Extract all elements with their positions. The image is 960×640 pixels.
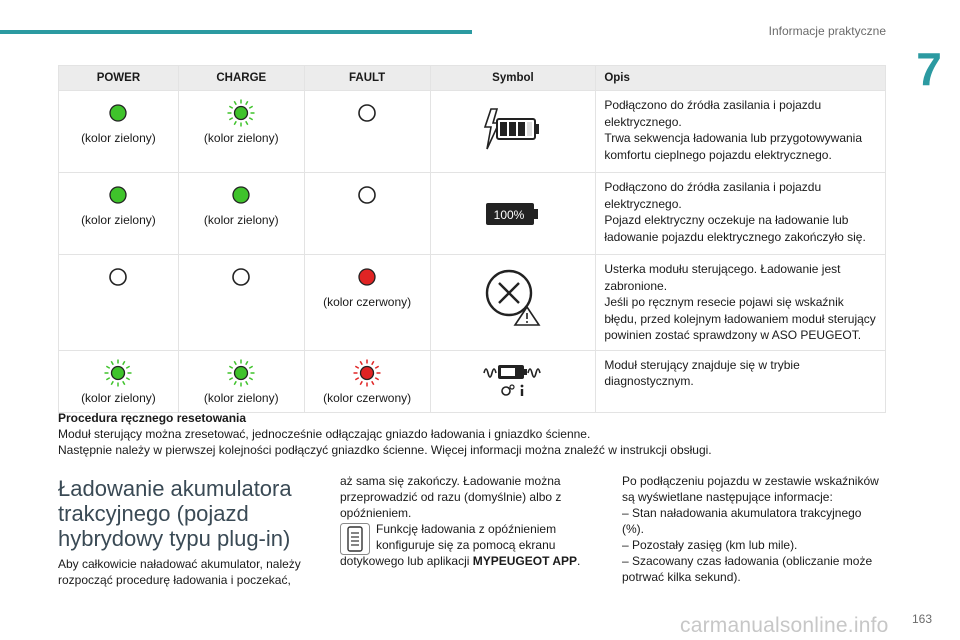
description-line: Usterka modułu sterującego. Ładowanie jest: [604, 262, 841, 276]
column-1-text: [58, 556, 308, 588]
delayed-charge-note: [340, 521, 590, 553]
description-line: Jeśli po ręcznym resecie pojawi się wskaźnik: [604, 295, 844, 309]
table-row: [59, 350, 886, 412]
description-line: diagnostycznym.: [604, 374, 694, 388]
symbol-cell: [430, 350, 596, 412]
description-line: ładowanie pojazdu elektrycznego zakończyło się.: [604, 229, 866, 244]
led-color-label: (kolor zielony): [203, 213, 279, 227]
text-line: [340, 553, 590, 569]
text-line: (%).: [622, 522, 644, 536]
header-charge: CHARGE: [178, 66, 304, 91]
section-heading-line: Ładowanie akumulatora: [58, 476, 292, 501]
reset-procedure-line: Następnie należy w pierwszej kolejności podłączyć gniazdko ścienne. Więcej informacji można znaleźć w instrukcji obsługi.: [58, 443, 712, 457]
led-indicator-icon: [104, 359, 132, 387]
description-line: Podłączono do źródła zasilania i pojazdu: [604, 98, 822, 112]
section-heading-line: trakcyjnego (pojazd: [58, 501, 249, 526]
column-2-text: [340, 473, 590, 569]
header-fault: FAULT: [304, 66, 430, 91]
led-indicator-icon: [227, 263, 255, 291]
led-color-label: (kolor zielony): [81, 131, 156, 145]
smartphone-app-icon: [340, 523, 370, 555]
description-cell: [596, 350, 886, 412]
table-row: [59, 91, 886, 173]
power-led-cell: [59, 91, 179, 173]
list-item: – Stan naładowania akumulatora trakcyjnego: [622, 506, 862, 520]
header-symbol: Symbol: [430, 66, 596, 91]
charge-led-cell: [178, 350, 304, 412]
text-line: są wyświetlane następujące informacje:: [622, 490, 833, 504]
charge-led-cell: [178, 91, 304, 173]
text-line: opóźnieniem.: [340, 506, 412, 520]
text-line: potrwać kilka sekund).: [622, 570, 741, 584]
header-power: POWER: [59, 66, 179, 91]
fault-led-cell: [304, 255, 430, 351]
text-line: Po podłączeniu pojazdu w zestawie wskaźników: [622, 474, 879, 488]
led-color-label: (kolor zielony): [203, 390, 279, 405]
description-cell: [596, 91, 886, 173]
led-status-table: [58, 65, 886, 413]
description-cell: [596, 255, 886, 351]
description-line: Pojazd elektryczny oczekuje na ładowanie lub: [604, 213, 849, 227]
table-row: [59, 255, 886, 351]
list-item: – Szacowany czas ładowania (obliczanie może: [622, 554, 873, 568]
reset-procedure: [58, 410, 898, 458]
diagnostic-mode-icon: [482, 359, 544, 399]
led-color-label: (kolor zielony): [81, 390, 156, 405]
led-color-label: (kolor czerwony): [323, 295, 412, 309]
text-line: Aby całkowicie naładować akumulator, należy: [58, 557, 301, 571]
description-line: Trwa sekwencja ładowania lub przygotowywania: [604, 131, 863, 145]
text-fragment: dotykowego lub aplikacji: [340, 554, 473, 568]
text-line: Funkcję ładowania z opóźnieniem: [376, 522, 557, 536]
column-3-text: [622, 473, 892, 585]
battery-percent-label: 100%: [493, 208, 525, 222]
led-indicator-icon: [104, 181, 132, 209]
led-indicator-icon: [353, 99, 381, 127]
text-line: konfiguruje się za pomocą ekranu: [376, 538, 556, 552]
reset-procedure-line: Moduł sterujący można zresetować, jednocześnie odłączając gniazdo ładowania i gniazdko ścienne.: [58, 427, 591, 441]
text-fragment: .: [577, 554, 581, 568]
power-led-cell: [59, 255, 179, 351]
chapter-number: 7: [898, 42, 960, 96]
led-color-label: (kolor zielony): [203, 131, 279, 145]
text-line: aż sama się zakończy. Ładowanie można: [340, 474, 561, 488]
power-led-cell: [59, 173, 179, 255]
list-item: – Pozostały zasięg (km lub mile).: [622, 538, 798, 552]
symbol-cell: [430, 255, 596, 351]
table-header-row: [59, 66, 886, 91]
battery-charging-icon: [481, 105, 545, 155]
description-line: elektrycznego.: [604, 196, 682, 211]
charge-led-cell: [178, 255, 304, 351]
led-indicator-icon: [353, 359, 381, 387]
table-row: [59, 173, 886, 255]
symbol-cell: [430, 173, 596, 255]
app-name: MYPEUGEOT APP: [472, 554, 577, 568]
led-indicator-icon: [227, 181, 255, 209]
led-indicator-icon: [104, 263, 132, 291]
text-line: rozpocząć procedurę ładowania i poczekać,: [58, 573, 291, 587]
fault-led-cell: [304, 173, 430, 255]
led-color-label: (kolor czerwony): [323, 390, 412, 405]
charge-led-cell: [178, 173, 304, 255]
description-line: elektrycznego.: [604, 114, 682, 129]
led-indicator-icon: [353, 263, 381, 291]
battery-full-icon: [484, 199, 542, 229]
led-indicator-icon: [104, 99, 132, 127]
description-line: Moduł sterujący znajduje się w trybie: [604, 357, 800, 372]
header-opis: Opis: [596, 66, 886, 91]
description-line: komfortu cieplnego pojazdu elektrycznego.: [604, 147, 832, 162]
section-heading: [58, 476, 308, 551]
led-color-label: (kolor zielony): [81, 213, 156, 227]
led-indicator-icon: [227, 99, 255, 127]
reset-procedure-heading: Procedura ręcznego resetowania: [58, 411, 247, 425]
fault-led-cell: [304, 350, 430, 412]
fault-led-cell: [304, 91, 430, 173]
description-line: błędu, przed kolejnym ładowaniem moduł sterujący: [604, 311, 876, 326]
symbol-cell: [430, 91, 596, 173]
fault-warning-icon: [483, 265, 543, 327]
header-accent-bar: [0, 30, 472, 34]
section-title: Informacje praktyczne: [768, 24, 886, 38]
description-line: powinien zostać sprawdzony w ASO PEUGEOT.: [604, 328, 862, 342]
section-heading-line: hybrydowy typu plug-in): [58, 526, 291, 551]
power-led-cell: [59, 350, 179, 412]
text-line: przeprowadzić od razu (domyślnie) albo z: [340, 490, 562, 504]
watermark: carmanualsonline.info: [680, 614, 889, 637]
description-line: zabronione.: [604, 278, 668, 293]
page-number: 163: [911, 612, 932, 626]
description-line: Podłączono do źródła zasilania i pojazdu: [604, 180, 822, 194]
description-cell: [596, 173, 886, 255]
led-indicator-icon: [227, 359, 255, 387]
led-indicator-icon: [353, 181, 381, 209]
